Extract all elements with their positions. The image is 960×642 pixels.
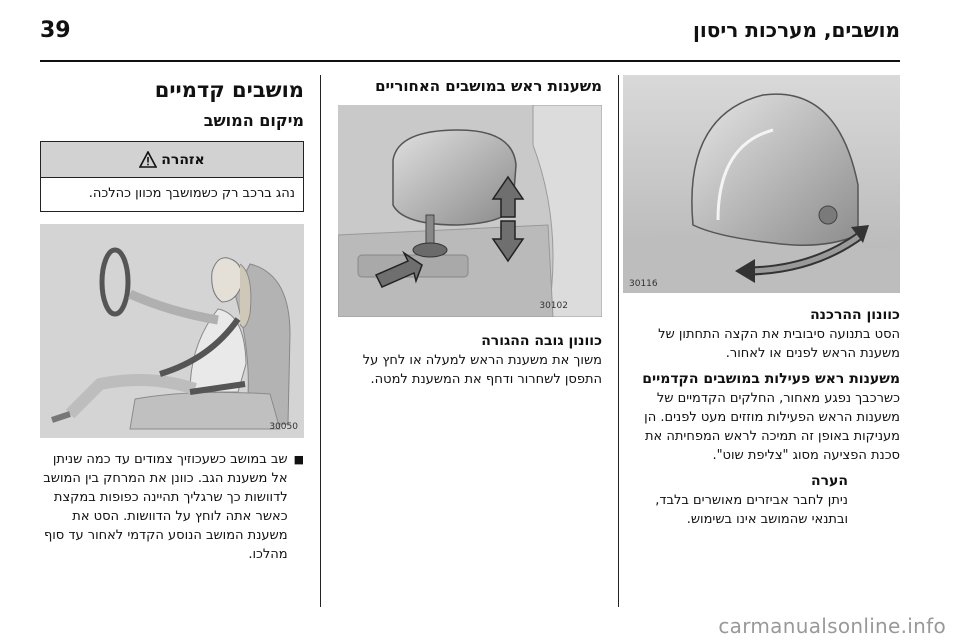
middle-column — [338, 75, 602, 389]
headrest-tilt-figure — [623, 75, 900, 293]
rear-headrest-illustration — [338, 105, 602, 317]
header-rule — [40, 60, 900, 62]
column-divider-right — [618, 75, 619, 607]
chapter-title: מושבים, מערכות ריסון — [693, 18, 900, 42]
left-column — [40, 75, 304, 564]
warning-text: נהג ברכב רק כשמושבך מכוון כהלכה. — [88, 186, 295, 201]
section-text-height-adjust: משוך את משענת הראש למעלה או לחץ על התפסן לשחרור ודחף את המשענת למטה. — [362, 353, 602, 387]
headrest-tilt-illustration — [623, 75, 900, 293]
note-title: הערה — [811, 473, 848, 489]
warning-triangle-icon — [139, 151, 157, 168]
note-text: ניתן לחבר אביזרים מאושרים בלבד, ובתנאי שהמושב אינו בשימוש. — [655, 493, 848, 527]
section-text-tilt: הסט בתנועה סיבובית את הקצה התחתון של משענת הראש לפנים או לאחור. — [658, 327, 900, 361]
section-title-height-adjust: כוונון גובה ההגורה — [481, 333, 602, 349]
section-title-active-headrests: משענות ראש פעילות במושבים הקדמיים — [642, 371, 900, 387]
rear-headrest-figure — [338, 105, 602, 317]
driver-seating-illustration — [40, 224, 304, 438]
seating-position-figure — [40, 224, 304, 438]
note-block — [623, 471, 900, 529]
warning-box — [40, 141, 304, 212]
column-divider-left — [320, 75, 321, 607]
list-item — [40, 450, 304, 564]
warning-title: אזהרה — [161, 151, 205, 168]
section-title-front-seats: מושבים קדמיים — [154, 78, 304, 102]
bullet-square-icon: ■ — [293, 453, 304, 466]
page-header — [40, 14, 900, 54]
site-watermark: carmanualsonline.info — [718, 614, 946, 638]
bullet-text-seat-position: שב במושב כשעכוזיך צמודים עד כמה שניתן אל משענת הגב. כוונן את המרחק בין המושב לדוושות כך שרגליך תהיינה כפופות במקצת כאשר אתה לוחץ על הדוושות. הסט את משענת המושב הנוסע הקדמי לאחור עד סוף מהלכו. — [43, 452, 288, 562]
section-title-tilt: כוונון ההרכנה — [810, 307, 900, 323]
section-text-active-headrests: כשרכבך נפגע מאחור, החלקים הקדמיים של משענות הראש הפעילות מוזזים מעט לפנים. הן מעניקות באופן זה תמיכה לראש המפחיתה את סכנת הפציעה מסוג "צליפת שוט". — [644, 391, 900, 463]
section-title-rear-headrests: משענות ראש במושבים האחוריים — [375, 77, 602, 95]
page-number: 39 — [40, 18, 71, 43]
figure-code: 30050 — [269, 422, 298, 432]
figure-code: 30102 — [539, 301, 568, 311]
figure-code: 30116 — [629, 279, 658, 289]
warning-header — [41, 142, 303, 178]
right-column — [623, 75, 900, 529]
section-title-seat-position: מיקום המושב — [203, 111, 304, 130]
